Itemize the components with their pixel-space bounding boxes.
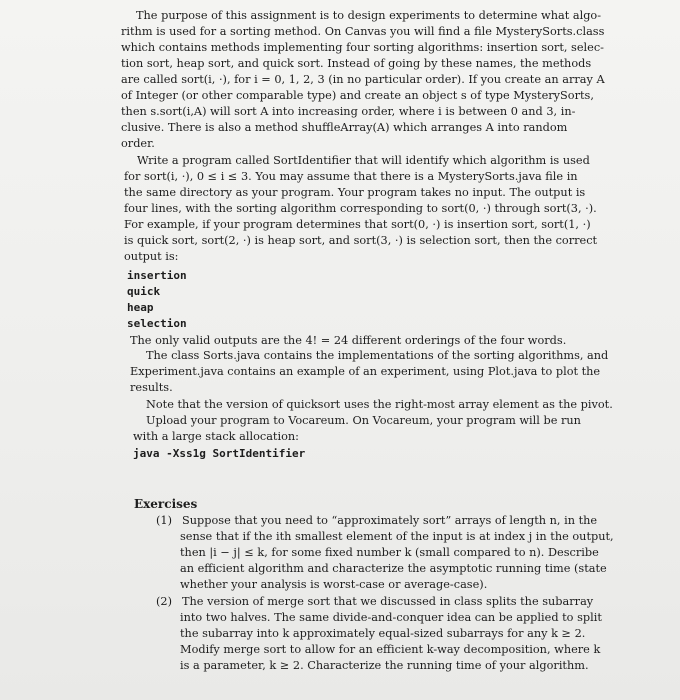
run-command: java -Xss1g SortIdentifier	[133, 447, 306, 460]
paragraph-2-line: the same directory as your program. Your program takes no input. The output is	[124, 186, 586, 199]
paragraph-2-line: is quick sort, sort(2, ·) is heap sort, and sort(3, ·) is selection sort, then the correct	[124, 234, 598, 247]
paragraph-1-line: tion sort, heap sort, and quick sort. Instead of going by these names, the methods	[121, 57, 592, 70]
exercise-1-line: then |i − j| ≤ k, for some fixed number k (small compared to n). Describe	[180, 546, 599, 559]
paragraph-1-line: of Integer (or other comparable type) and create an object s of type MysterySorts,	[121, 89, 594, 102]
exercise-1-line: Suppose that you need to “approximately sort” arrays of length n, in the	[182, 514, 598, 527]
paragraph-1-line: The purpose of this assignment is to design experiments to determine what algo-	[136, 9, 602, 22]
example-output-line: selection	[127, 317, 187, 330]
paragraph-3-line: The only valid outputs are the 4! = 24 different orderings of the four words.	[130, 334, 567, 347]
exercise-2-line: The version of merge sort that we discussed in class splits the subarray	[182, 595, 594, 608]
paragraph-1-line: which contains methods implementing four sorting algorithms: insertion sort, selec-	[121, 41, 604, 54]
paragraph-1-line: clusive. There is also a method shuffleArray(A) which arranges A into random	[121, 121, 568, 134]
paragraph-4-line: Experiment.java contains an example of an experiment, using Plot.java to plot the	[130, 365, 601, 378]
example-output-line: insertion	[127, 269, 187, 282]
exercise-1-number: (1)	[156, 514, 173, 527]
exercise-2-line: into two halves. The same divide-and-conquer idea can be applied to split	[180, 611, 602, 624]
paragraph-2-line: for sort(i, ·), 0 ≤ i ≤ 3. You may assume that there is a MysterySorts.java file in	[124, 170, 578, 183]
exercise-1-line: an efficient algorithm and characterize the asymptotic running time (state	[180, 562, 607, 575]
paragraph-2-line: four lines, with the sorting algorithm corresponding to sort(0, ·) through sort(3, ·).	[124, 202, 597, 215]
example-output-line: quick	[127, 285, 161, 298]
paragraph-1-line: are called sort(i, ·), for i = 0, 1, 2, 3 (in no particular order). If you create an array A	[121, 73, 605, 86]
exercise-2-number: (2)	[156, 595, 173, 608]
exercise-1-line: sense that if the ith smallest element of the input is at index j in the output,	[180, 530, 614, 543]
exercise-2-line: Modify merge sort to allow for an efficient k-way decomposition, where k	[180, 643, 601, 656]
example-output-line: heap	[127, 301, 154, 314]
paragraph-1-line: order.	[121, 137, 155, 150]
paragraph-5-line: Note that the version of quicksort uses the right-most array element as the pivot.	[146, 398, 613, 411]
exercise-1-line: whether your analysis is worst-case or average-case).	[180, 578, 488, 591]
exercises-heading: Exercises	[134, 497, 198, 511]
paragraph-5-line: with a large stack allocation:	[133, 430, 299, 443]
paragraph-2-line: Write a program called SortIdentifier that will identify which algorithm is used	[137, 154, 590, 167]
paragraph-2-line: For example, if your program determines that sort(0, ·) is insertion sort, sort(1, ·)	[124, 218, 591, 231]
exercise-2-line: is a parameter, k ≥ 2. Characterize the running time of your algorithm.	[180, 659, 589, 672]
paragraph-5-line: Upload your program to Vocareum. On Vocareum, your program will be run	[146, 414, 581, 427]
paragraph-4-line: results.	[130, 381, 173, 394]
exercise-2-line: the subarray into k approximately equal-sized subarrays for any k ≥ 2.	[180, 627, 586, 640]
paragraph-1-line: then s.sort(i,A) will sort A into increasing order, where i is between 0 and 3, in-	[121, 105, 576, 118]
paragraph-1-line: rithm is used for a sorting method. On Canvas you will find a file MysterySorts.class	[121, 25, 605, 38]
paragraph-4-line: The class Sorts.java contains the implementations of the sorting algorithms, and	[146, 349, 609, 362]
paragraph-2-line: output is:	[124, 250, 179, 263]
